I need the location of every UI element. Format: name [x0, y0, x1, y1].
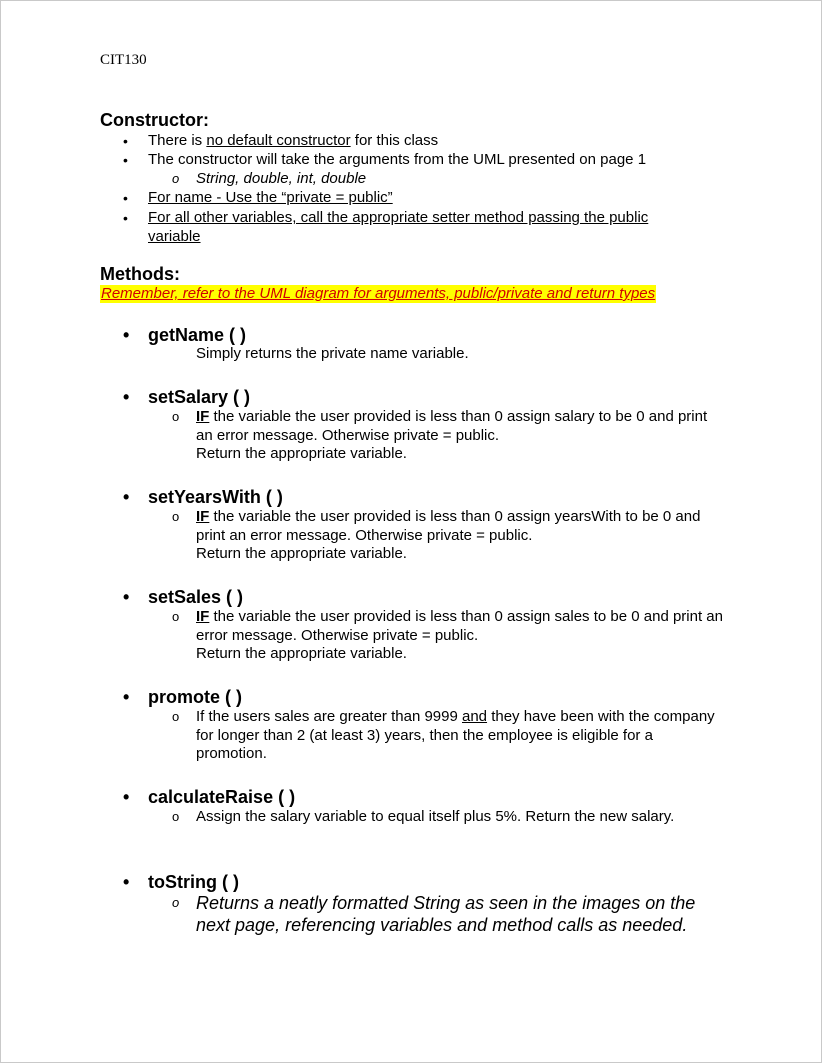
- method-tostring-desc: o Returns a neatly formatted String as seen in the images on the next page, referencing variables and method calls as needed.: [196, 892, 726, 936]
- bullet-text: There is: [148, 132, 207, 149]
- constructor-bullet-default: [148, 132, 708, 151]
- constructor-bullet-arguments: • The constructor will take the arguments from the UML presented on page 1: [148, 151, 708, 170]
- method-setsalary-return: Return the appropriate variable.: [196, 445, 407, 462]
- if-keyword: IF: [196, 608, 210, 625]
- if-keyword: IF: [196, 408, 210, 425]
- method-promote-desc: [196, 708, 726, 764]
- method-calculateraise-desc: o Assign the salary variable to equal itself plus 5%. Return the new salary.: [196, 808, 726, 827]
- desc-text: If the users sales are greater than 9999: [196, 708, 462, 725]
- bullet-underlined-text: no default constructor: [206, 132, 351, 149]
- desc-text: the variable the user provided is less than 0 assign salary to be 0 and print an error message. Otherwise private = public.: [196, 408, 708, 444]
- method-setsalary-heading: • setSalary ( ): [148, 386, 250, 408]
- method-setyearswith-heading: • setYearsWith ( ): [148, 486, 283, 508]
- method-setsales-heading: • setSales ( ): [148, 586, 243, 608]
- desc-text: they have been with the company for longer than 2 (at least 3) years, then the employee is eligible for a promotion.: [196, 708, 715, 762]
- method-calculateraise-heading: • calculateRaise ( ): [148, 786, 295, 808]
- method-getname-heading: • getName ( ): [148, 324, 246, 346]
- constructor-heading: Constructor:: [100, 110, 209, 130]
- course-header: CIT130: [100, 52, 147, 68]
- methods-heading: Methods:: [100, 264, 180, 284]
- desc-text: the variable the user provided is less than 0 assign sales to be 0 and print an error message. Otherwise private = public.: [196, 608, 723, 644]
- if-keyword: IF: [196, 508, 210, 525]
- method-setyearswith-desc: [196, 508, 726, 545]
- constructor-bullet-setters: • For all other variables, call the appropriate setter method passing the public variable: [148, 209, 693, 246]
- method-getname-desc: Simply returns the private name variable.: [196, 345, 469, 362]
- constructor-sub-bullet-types: o String, double, int, double: [196, 170, 726, 189]
- method-promote-heading: • promote ( ): [148, 686, 242, 708]
- bullet-text: for this class: [350, 132, 439, 149]
- method-setsalary-desc: [196, 408, 726, 445]
- and-underlined: and: [462, 708, 488, 725]
- method-setyearswith-return: Return the appropriate variable.: [196, 545, 407, 562]
- method-tostring-heading: • toString ( ): [148, 871, 239, 893]
- uml-reminder-highlight: Remember, refer to the UML diagram for arguments, public/private and return types: [101, 285, 656, 302]
- method-setsales-desc: [196, 608, 726, 645]
- desc-text: the variable the user provided is less than 0 assign yearsWith to be 0 and print an error message. Otherwise private = public.: [196, 508, 701, 544]
- method-setsales-return: Return the appropriate variable.: [196, 645, 407, 662]
- constructor-bullet-name: • For name - Use the “private = public”: [148, 189, 708, 208]
